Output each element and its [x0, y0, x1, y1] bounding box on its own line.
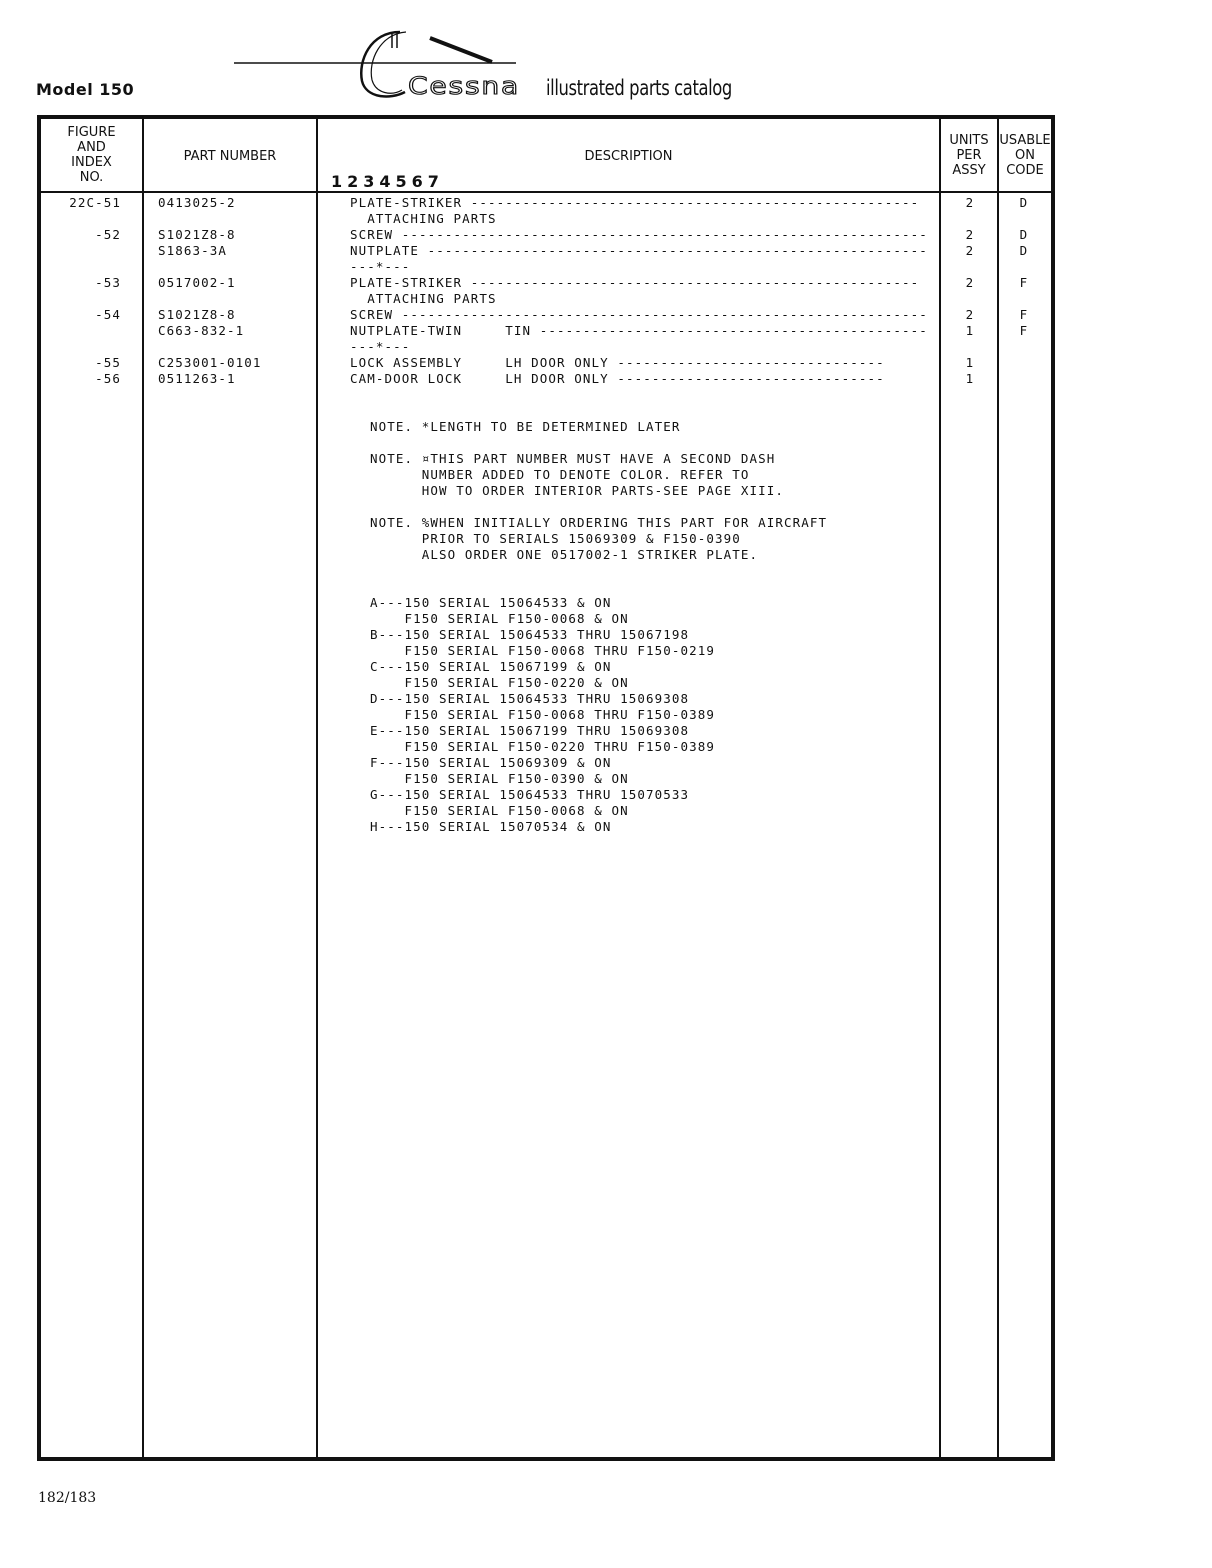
table-row: -56 0511263-1 CAM-DOOR LOCK LH DOOR ONLY ------------------------------- 1 — [95, 371, 975, 386]
serial-code-list: A---150 SERIAL 15064533 & ON F150 SERIAL F150-0068 & ON B---150 SERIAL 15064533 THRU 15067198 F150 SERIAL F150-0068 THRU F150-0219 C---150 SERIAL 15067199 & ON F150 SERIAL F150-0220 & ON D---150 SERIAL 15064533 THRU 15069308 F150 SERIAL F150-0068 THRU F150-0389 E---150 SERIAL 15067199 THRU 15069308 F150 SERIAL F150-0220 THRU F150-0389 F---150 SERIAL 15069309 & ON F150 SERIAL F150-0390 & ON G---150 SERIAL 15064533 THRU 15070533 F150 SERIAL F150-0068 & ON H---150 SERIAL 15070534 & ON — [370, 595, 716, 834]
table-row: ---*--- — [350, 339, 411, 354]
note-dash-number: NOTE. ¤THIS PART NUMBER MUST HAVE A SECOND DASH NUMBER ADDED TO DENOTE COLOR. REFER TO HOW TO ORDER INTERIOR PARTS-SEE PAGE XIII. — [370, 451, 785, 498]
table-row: -52 S1021Z8-8 SCREW ------------------------------------------------------------- 2 D — [95, 227, 1029, 242]
table-row: ---*--- — [350, 259, 411, 274]
units-header: UNITS PER ASSY — [949, 133, 989, 178]
table-row: 22C-51 0413025-2 PLATE-STRIKER ---------------------------------------------------- 2 D — [69, 195, 1029, 210]
indent-digits: 1234567 — [331, 172, 444, 191]
note-length: NOTE. *LENGTH TO BE DETERMINED LATER — [370, 419, 681, 434]
table-row: -55 C253001-0101 LOCK ASSEMBLY LH DOOR ONLY ------------------------------- 1 — [95, 355, 975, 370]
note-striker-plate: NOTE. %WHEN INITIALLY ORDERING THIS PART FOR AIRCRAFT PRIOR TO SERIALS 15069309 & F150-0390 ALSO ORDER ONE 0517002-1 STRIKER PLATE. — [370, 515, 828, 562]
figure-index-header: FIGURE AND INDEX NO. — [67, 125, 116, 185]
table-row: ATTACHING PARTS — [350, 211, 497, 226]
table-row: -54 S1021Z8-8 SCREW ------------------------------------------------------------- 2 F — [95, 307, 1029, 322]
table-row: C663-832-1 NUTPLATE-TWIN TIN --------------------------------------------- 1 F — [158, 323, 1029, 338]
table-row: ATTACHING PARTS — [350, 291, 497, 306]
part-number-header: PART NUMBER — [183, 149, 277, 164]
logo-wordmark: Cessna — [408, 72, 520, 100]
table-row: -53 0517002-1 PLATE-STRIKER ---------------------------------------------------- 2 F — [95, 275, 1029, 290]
usable-code-header: USABLE ON CODE — [999, 133, 1051, 178]
parts-rows — [41, 195, 1051, 419]
table-row: S1863-3A NUTPLATE ---------------------------------------------------------- 2 D — [158, 243, 1029, 258]
model-label: Model 150 — [36, 80, 135, 99]
parts-table — [37, 115, 1055, 1461]
cessna-logo — [230, 26, 530, 106]
catalog-title: illustrated parts catalog — [546, 76, 732, 100]
page-number: 182/183 — [38, 1490, 97, 1506]
description-header: DESCRIPTION — [584, 149, 673, 164]
